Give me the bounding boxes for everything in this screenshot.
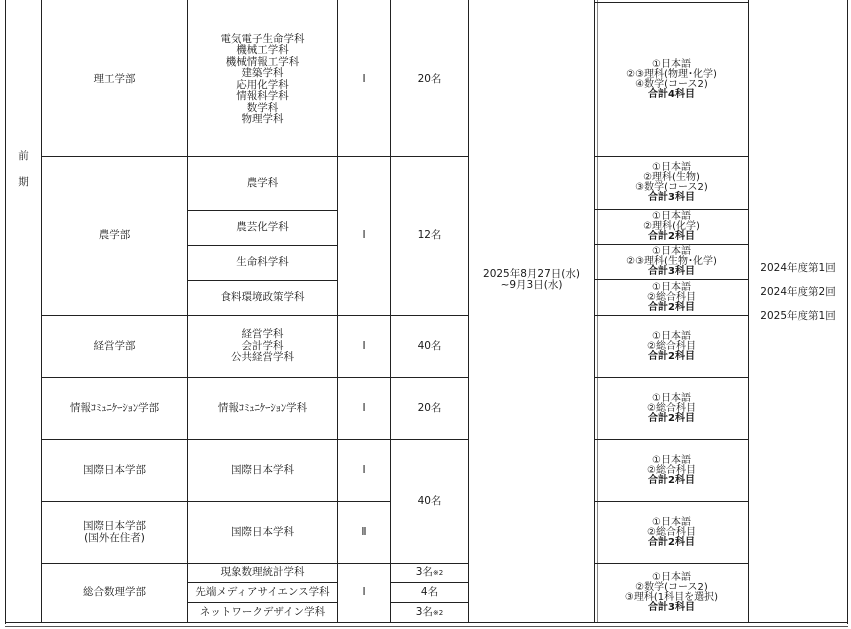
col-divider <box>468 0 469 622</box>
department-name: 機械工学科 <box>236 44 289 56</box>
subject-item: ②総合科目 <box>647 526 696 538</box>
subject-total: 合計2科目 <box>648 412 695 424</box>
subject-item: ②総合科目 <box>647 402 696 414</box>
subjects-agriculture-3 <box>595 245 748 279</box>
table-border <box>5 0 6 624</box>
capacity-math-2: 4名 <box>420 585 439 598</box>
department-agriculture-2: 農芸化学科 <box>236 221 289 234</box>
subject-item: ②総合科目 <box>647 464 696 476</box>
subjects-agriculture-4 <box>595 280 748 315</box>
department-name: 情報科学科 <box>236 90 289 102</box>
period-label-1: 前 <box>18 150 29 163</box>
subject-item: ③数学(コース2) <box>635 182 708 193</box>
subject-item: ③理科(1科目を選択) <box>624 592 719 603</box>
subject-item: ②理科(生物) <box>643 172 700 183</box>
capacity-math-1: 3名 ※2 <box>415 566 444 579</box>
department-global-japan: 国際日本学科 <box>231 463 294 476</box>
table-border <box>5 622 848 623</box>
subject-item: ①日本語 <box>652 162 691 173</box>
capacity-infocomm: 20名 <box>417 401 442 414</box>
subject-total: 合計2科目 <box>648 301 695 313</box>
subject-total: 合計2科目 <box>648 474 695 486</box>
faculty-math: 総合数理学部 <box>83 586 146 599</box>
faculty-global-japan-abroad <box>42 502 187 563</box>
subject-total: 合計2科目 <box>648 231 695 242</box>
subject-total: 合計3科目 <box>648 602 695 613</box>
subjects-global-japan-abroad <box>595 502 748 563</box>
period-label-2: 期 <box>18 176 29 189</box>
faculty-note: (国外在住者) <box>84 531 145 544</box>
subject-total: 合計4科目 <box>648 88 695 100</box>
subject-item: ①日本語 <box>652 330 691 342</box>
subject-item: ②総合科目 <box>647 291 696 303</box>
eju-session-3: 2025年度第1回 <box>760 310 836 323</box>
subject-item: ②数学(コース2) <box>635 582 708 593</box>
department-name: 物理学科 <box>241 113 284 125</box>
faculty-global-japan: 国際日本学部 <box>83 463 146 476</box>
capacity-value: 3名 <box>415 566 433 579</box>
department-math-3: ネットワークデザイン学科 <box>199 605 326 618</box>
subject-total: 合計3科目 <box>648 192 695 203</box>
department-agriculture-3: 生命科学科 <box>236 256 289 269</box>
subject-total: 合計2科目 <box>648 350 695 362</box>
departments-business <box>188 316 337 377</box>
capacity-science: 20名 <box>417 72 442 85</box>
capacity-value: 3名 <box>415 605 433 618</box>
department-agriculture-4: 食料環境政策学科 <box>220 291 305 304</box>
department-name: 会計学科 <box>241 339 284 352</box>
method-global-japan: I <box>362 463 366 476</box>
method-math: I <box>362 586 366 599</box>
department-math-2: 先端メディアサイエンス学科 <box>195 585 330 598</box>
method-global-japan-abroad: Ⅱ <box>361 525 367 538</box>
eju-session-2: 2024年度第2回 <box>760 286 836 299</box>
method-science: I <box>362 72 366 85</box>
method-business: I <box>362 339 366 352</box>
subject-item: ②理科(化学) <box>643 221 700 232</box>
department-agriculture-1: 農学科 <box>246 176 279 189</box>
subjects-agriculture-1 <box>595 157 748 209</box>
department-name: 建築学科 <box>241 67 284 79</box>
subject-item: ①日本語 <box>652 392 691 404</box>
subject-item: ①日本語 <box>652 211 691 222</box>
faculty-name: 国際日本学部 <box>83 520 146 532</box>
capacity-math-3: 3名 ※2 <box>415 605 444 618</box>
department-name: 応用化学科 <box>236 78 289 91</box>
table-border <box>5 626 848 627</box>
subjects-math <box>595 564 748 622</box>
subjects-infocomm <box>595 378 748 439</box>
subjects-business <box>595 316 748 377</box>
subject-item: ①日本語 <box>652 246 691 257</box>
subject-item: ①日本語 <box>652 516 691 528</box>
faculty-infocomm: 情報ｺﾐｭﾆｹｰｼｮﾝ学部 <box>69 401 160 414</box>
subject-item: ②総合科目 <box>647 340 696 352</box>
faculty-science: 理工学部 <box>93 72 136 85</box>
method-infocomm: I <box>362 401 366 414</box>
subject-total: 合計3科目 <box>648 266 695 277</box>
capacity-business: 40名 <box>417 339 442 352</box>
subjects-global-japan <box>595 440 748 501</box>
capacity-agriculture: 12名 <box>417 229 442 242</box>
subjects-science <box>595 3 748 156</box>
application-period <box>469 262 594 298</box>
departments-science <box>188 3 337 156</box>
department-math-1: 現象数理統計学科 <box>220 566 305 579</box>
department-global-japan-abroad: 国際日本学科 <box>231 525 294 538</box>
department-name: 電気電子生命学科 <box>220 32 305 45</box>
application-period-start: 2025年8月27日(水) <box>483 267 580 280</box>
capacity-global-japan: 40名 <box>417 494 442 507</box>
faculty-business: 経営学部 <box>93 339 136 352</box>
subject-item: ④数学(コース2) <box>635 78 708 90</box>
subject-item: ①日本語 <box>652 454 691 466</box>
subject-total: 合計2科目 <box>648 536 695 548</box>
table-border <box>847 0 848 624</box>
application-period-end: ~9月3日(水) <box>500 279 563 291</box>
department-name: 経営学科 <box>241 328 284 341</box>
subject-item: ①日本語 <box>652 58 691 70</box>
subject-item: ①日本語 <box>652 281 691 293</box>
subject-item: ②③理科(物理･化学) <box>626 68 717 80</box>
faculty-agriculture: 農学部 <box>98 229 131 242</box>
department-name: 数学科 <box>246 101 279 114</box>
subject-item: ①日本語 <box>652 572 691 583</box>
subjects-agriculture-2 <box>595 210 748 244</box>
method-agriculture: I <box>362 229 366 242</box>
department-infocomm: 情報ｺﾐｭﾆｹｰｼｮﾝ学科 <box>217 401 308 414</box>
subject-item: ②③理科(生物･化学) <box>626 256 717 267</box>
department-name: 公共経営学科 <box>231 351 294 364</box>
eju-session-1: 2024年度第1回 <box>760 262 836 275</box>
department-name: 機械情報工学科 <box>225 55 300 68</box>
